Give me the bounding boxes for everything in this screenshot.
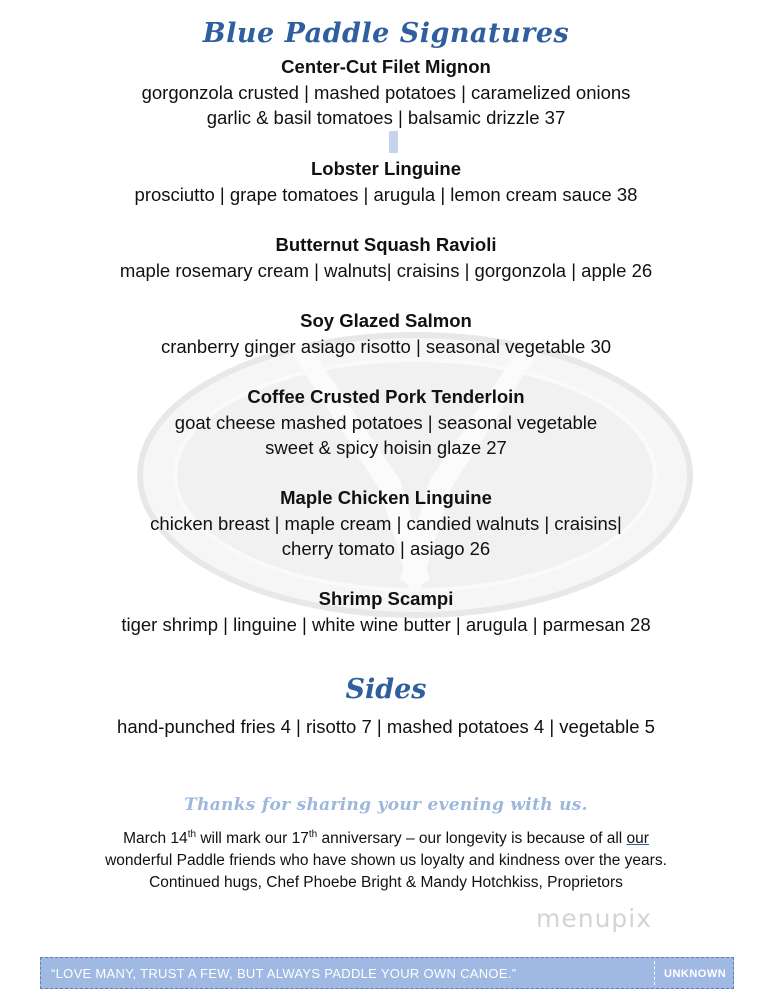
item-description: goat cheese mashed potatoes | seasonal vegetable: [174, 411, 598, 433]
item-name: Shrimp Scampi: [318, 588, 454, 609]
menu-item-shrimp: [0, 586, 772, 637]
menupix-watermark: menupix: [536, 904, 653, 933]
item-description: prosciutto | grape tomatoes | arugula | lemon cream sauce 38: [134, 183, 638, 205]
item-description: cherry tomato | asiago 26: [281, 538, 491, 559]
menu-item-lobster: [0, 156, 772, 207]
item-description: garlic & basil tomatoes | balsamic drizzle 37: [206, 107, 566, 128]
text-cursor-marker: [389, 131, 398, 153]
item-description: cranberry ginger asiago risotto | seasonal vegetable 30: [160, 335, 612, 357]
item-description: sweet & spicy hoisin glaze 27: [265, 437, 507, 458]
paddle-logo-watermark: [130, 330, 700, 620]
item-name: Butternut Squash Ravioli: [275, 234, 497, 255]
menu-item-pork: [0, 384, 772, 461]
item-name: Coffee Crusted Pork Tenderloin: [247, 386, 525, 407]
item-description: chicken breast | maple cream | candied walnuts | craisins|: [150, 512, 622, 534]
item-description: maple rosemary cream | walnuts| craisins | gorgonzola | apple 26: [119, 259, 653, 281]
footer-quote-bar: [40, 957, 734, 989]
section-title-sides: Sides: [345, 674, 427, 705]
menu-item-filet: [0, 54, 772, 131]
note-line-3: Continued hugs, Chef Phoebe Bright & Mandy Hotchkiss, Proprietors: [149, 874, 623, 892]
footer-divider: [654, 961, 655, 985]
item-name: Center-Cut Filet Mignon: [281, 56, 491, 77]
underlined-word: our: [626, 830, 649, 848]
menu-item-ravioli: [0, 232, 772, 283]
note-line-2: wonderful Paddle friends who have shown us loyalty and kindness over the years.: [105, 852, 667, 870]
item-description: gorgonzola crusted | mashed potatoes | caramelized onions: [141, 81, 631, 103]
note-line-1: March 14th will mark our 17th anniversary – our longevity is because of all our: [123, 829, 649, 848]
thanks-heading: Thanks for sharing your evening with us.: [184, 795, 588, 815]
anniversary-note: [0, 824, 772, 894]
section-title-signatures: Blue Paddle Signatures: [202, 18, 570, 49]
item-name: Maple Chicken Linguine: [280, 487, 492, 508]
menu-item-salmon: [0, 308, 772, 359]
item-description: tiger shrimp | linguine | white wine butter | arugula | parmesan 28: [121, 613, 651, 635]
footer-quote: “LOVE MANY, TRUST A FEW, BUT ALWAYS PADDLE YOUR OWN CANOE.”: [51, 966, 517, 981]
item-name: Soy Glazed Salmon: [300, 310, 472, 331]
sides-list: hand-punched fries 4 | risotto 7 | mashed potatoes 4 | vegetable 5: [117, 716, 655, 737]
footer-author: UNKNOWN: [664, 968, 727, 980]
menu-item-chicken: [0, 485, 772, 562]
item-name: Lobster Linguine: [310, 158, 462, 179]
